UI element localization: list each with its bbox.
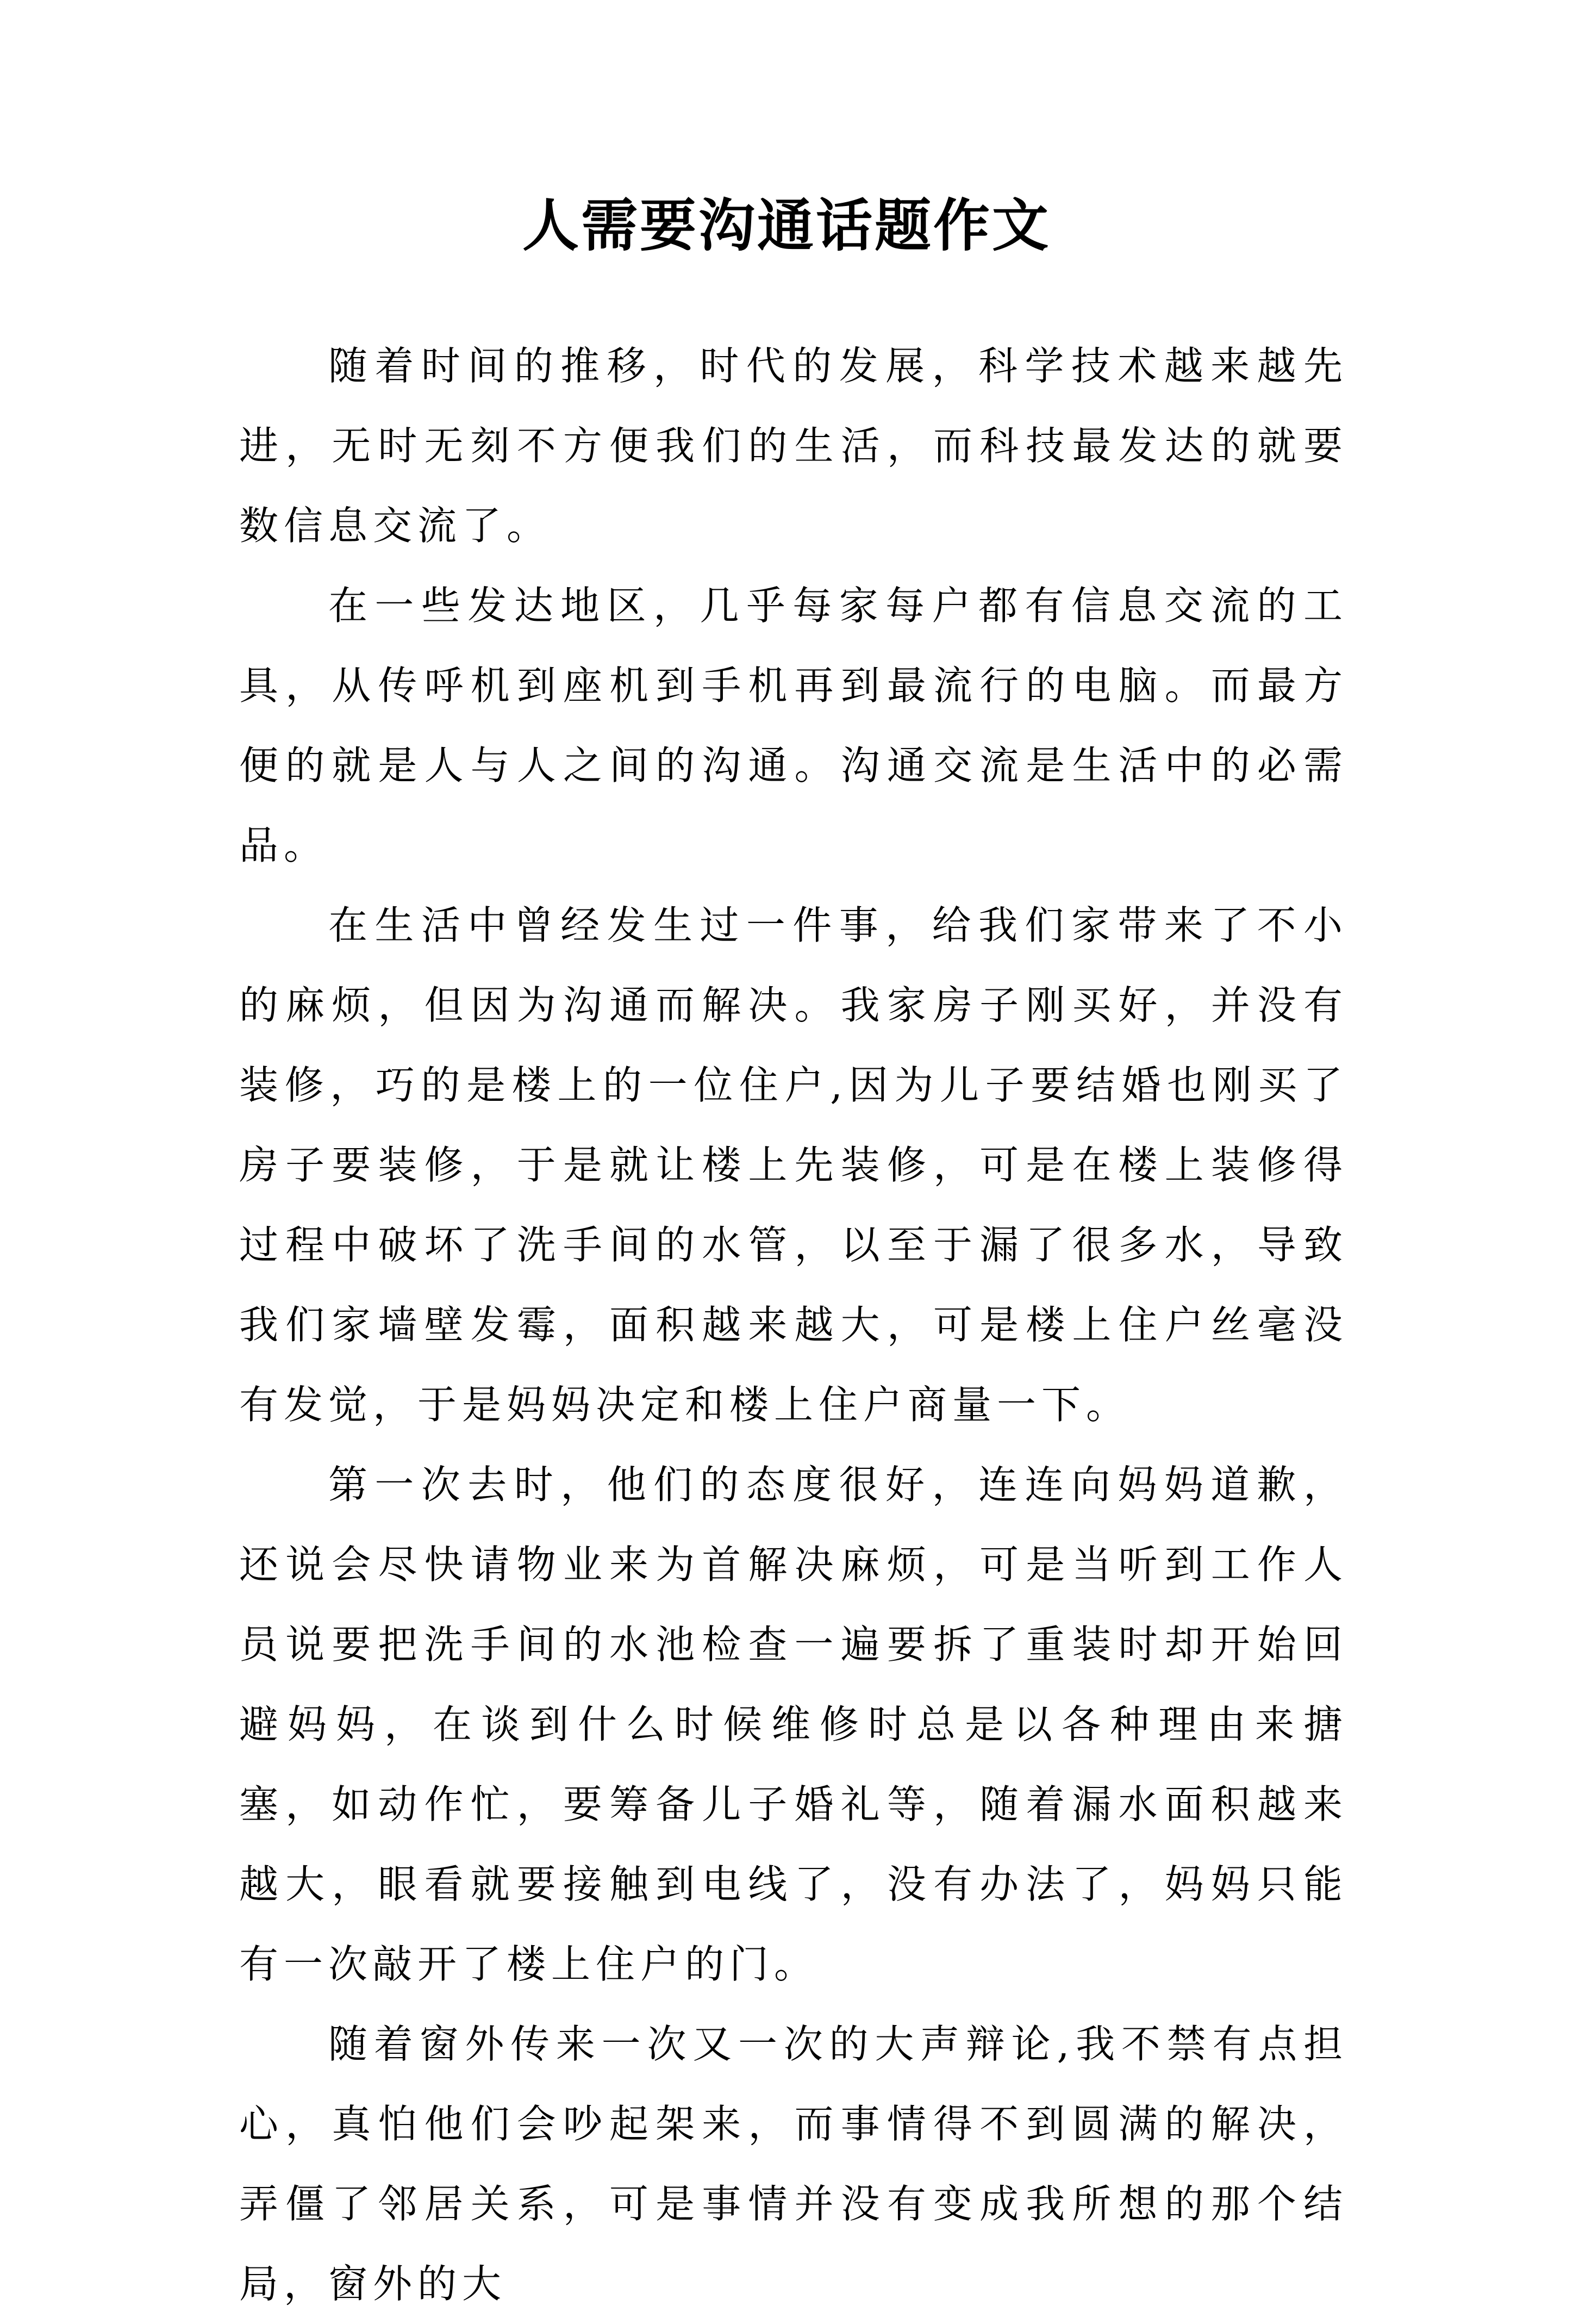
document-title: 人需要沟通话题作文 bbox=[522, 192, 1051, 259]
paragraph: 在生活中曾经发生过一件事，给我们家带来了不小的麻烦，但因为沟通而解决。我家房子刚买好，并没有装修，巧的是楼上的一位住户,因为儿子要结婚也刚买了房子要装修，于是就让楼上先装修，可是在楼上装修得过程中破坏了洗手间的水管，以至于漏了很多水，导致我们家墙壁发霉，面积越来越大，可是楼上住户丝毫没有发觉，于是妈妈决定和楼上住户商量一下。 bbox=[239, 902, 1348, 1428]
paragraph: 随着窗外传来一次又一次的大声辩论,我不禁有点担心，真怕他们会吵起架来，而事情得不到圆满的解决，弄僵了邻居关系，可是事情并没有变成我所想的那个结局，窗外的大 bbox=[239, 2021, 1348, 2307]
paragraph: 随着时间的推移，时代的发展，科学技术越来越先进，无时无刻不方便我们的生活，而科技最发达的就要数信息交流了。 bbox=[239, 343, 1348, 549]
document-body bbox=[239, 326, 1348, 2324]
paragraph: 第一次去时，他们的态度很好，连连向妈妈道歉，还说会尽快请物业来为首解决麻烦，可是当听到工作人员说要把洗手间的水池检查一遍要拆了重装时却开始回避妈妈，在谈到什么时候维修时总是以各种理由来搪塞，如动作忙，要筹备儿子婚礼等，随着漏水面积越来越大，眼看就要接触到电线了，没有办法了，妈妈只能有一次敲开了楼上住户的门。 bbox=[239, 1462, 1348, 1987]
paragraph: 在一些发达地区，几乎每家每户都有信息交流的工具，从传呼机到座机到手机再到最流行的电脑。而最方便的就是人与人之间的沟通。沟通交流是生活中的必需品。 bbox=[239, 583, 1348, 868]
